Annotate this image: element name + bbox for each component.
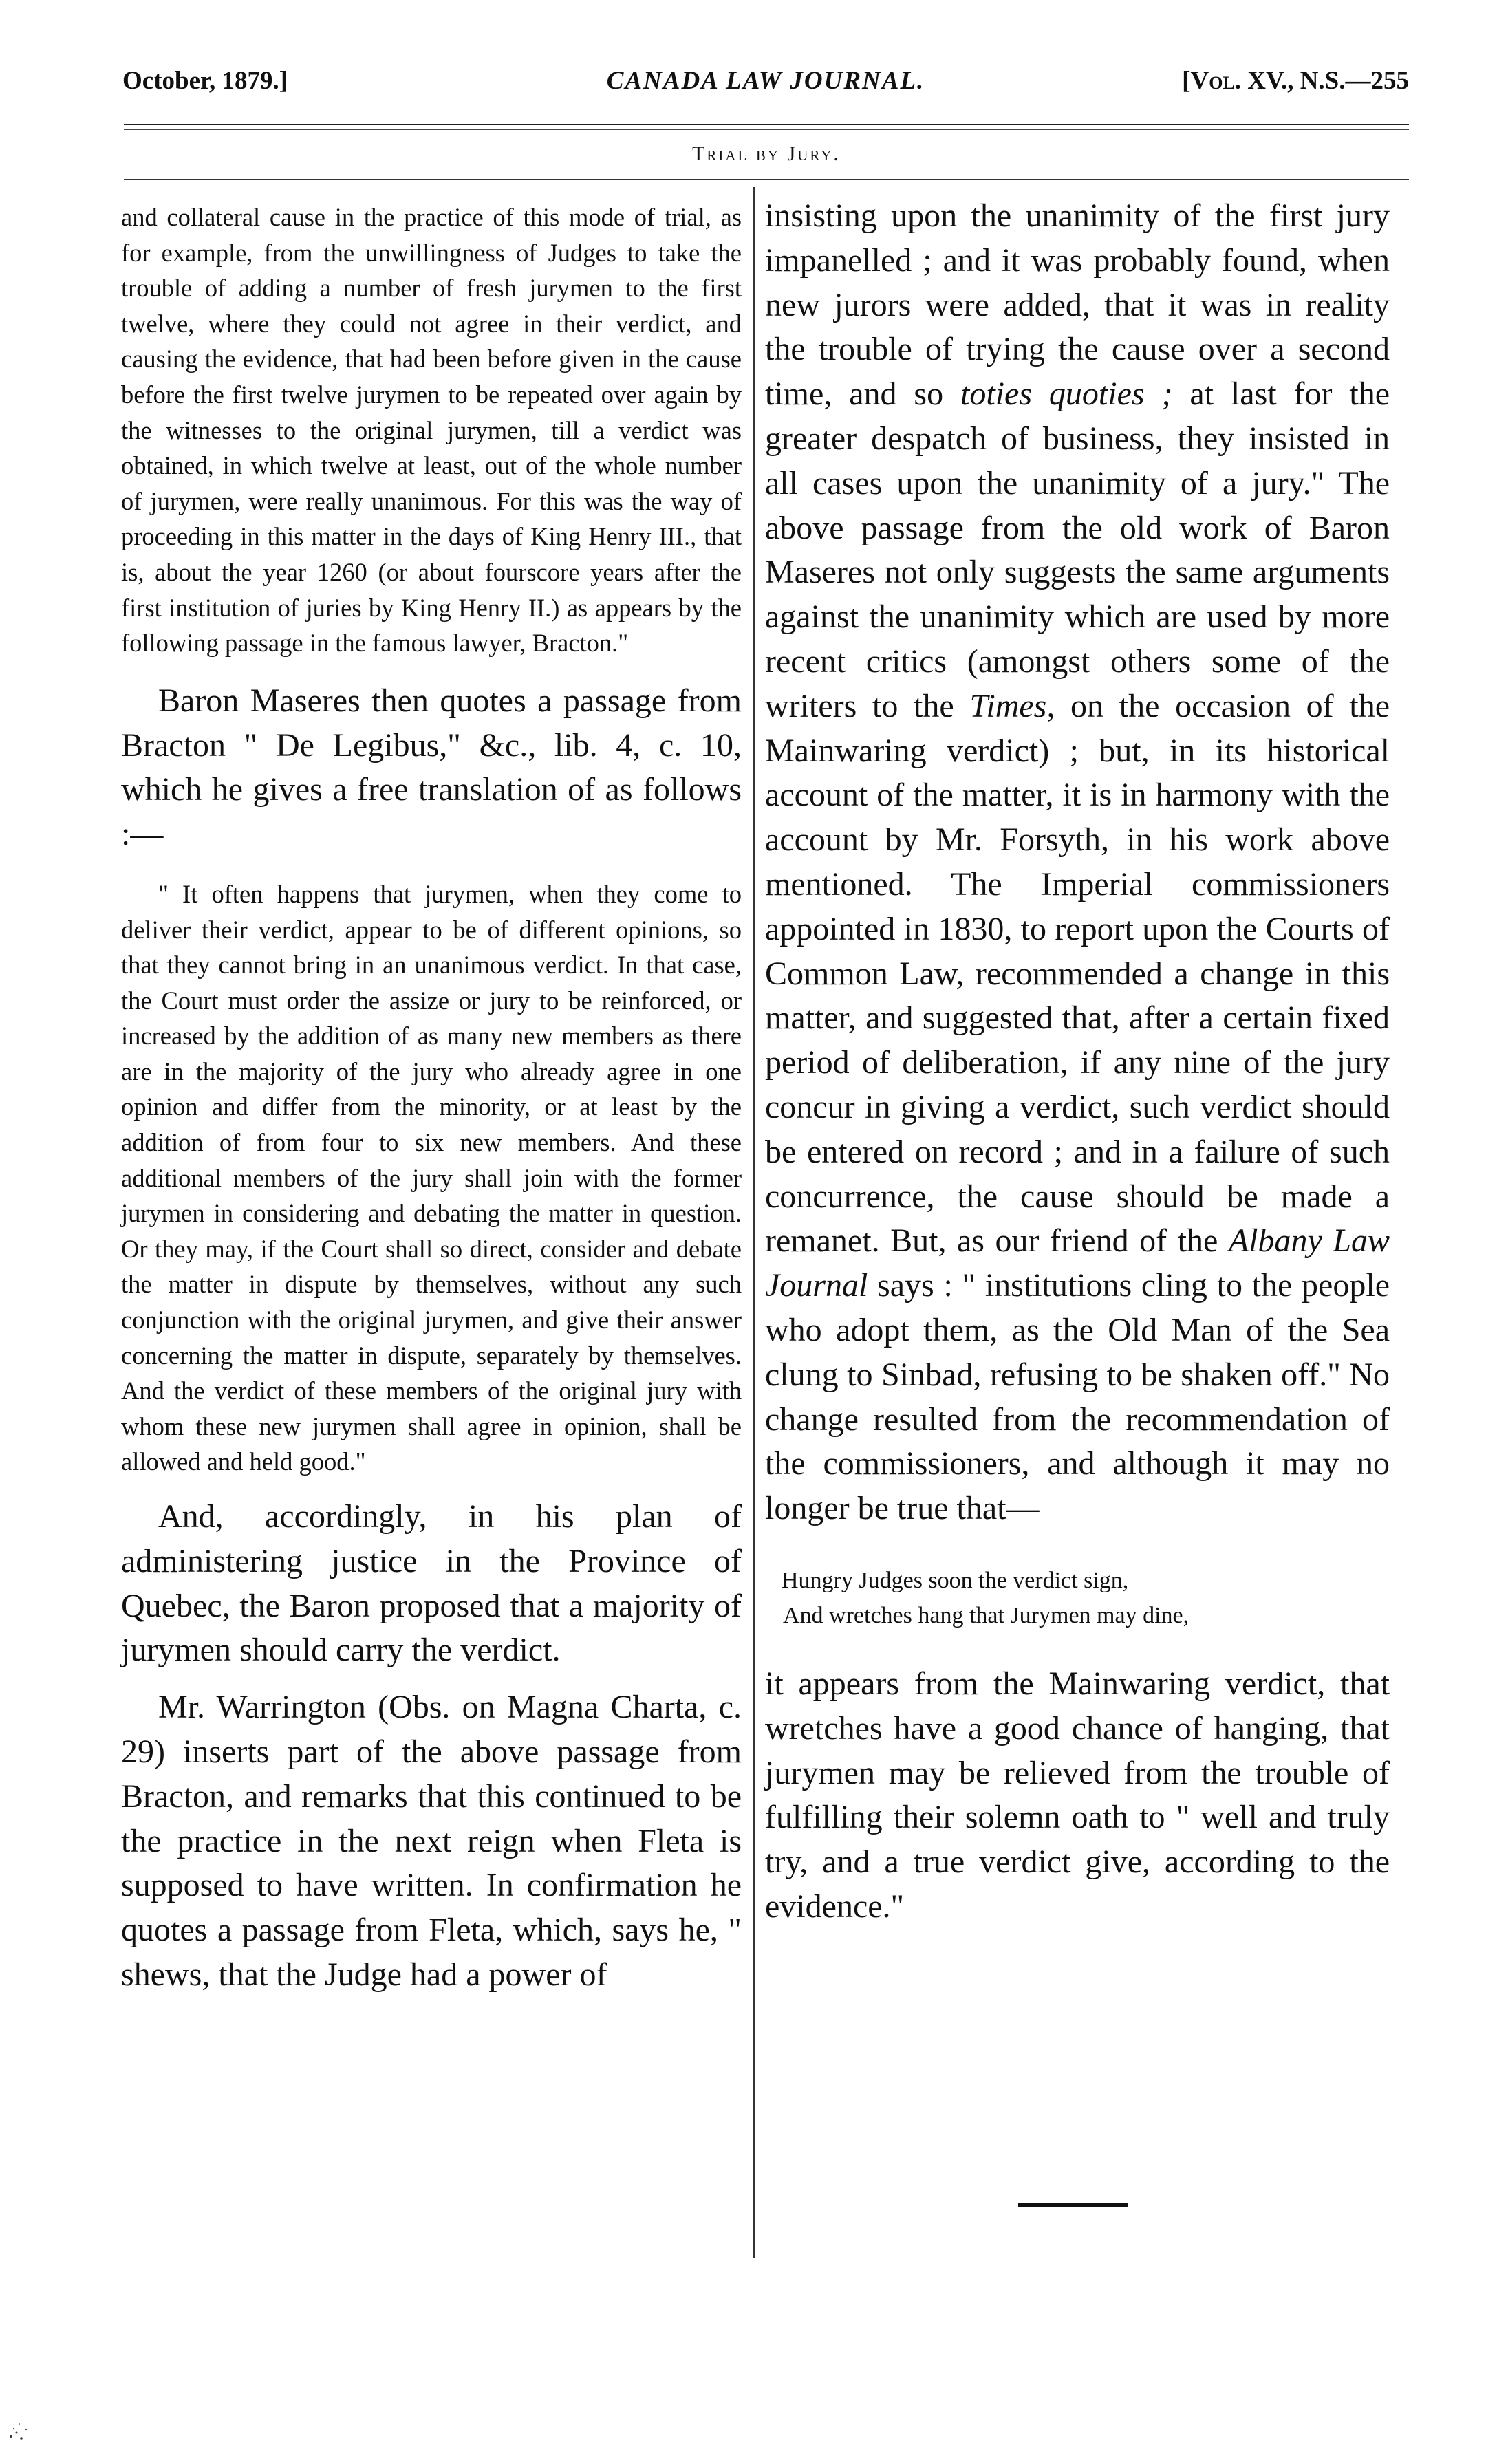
right-paragraph-unanimity [765,194,1390,1531]
left-paragraph-warrington: Mr. Warrington (Obs. on Magna Charta, c. 29) inserts part of the above passage from Bracton, and remarks that this continued to be the practice in the next reign when Fleta is supposed to have written. In confirmation he quotes a passage from Fleta, which, says he, " shews, that the Judge had a power of [121,1689,742,1993]
header-rule-bottom [124,129,1409,130]
right-column [765,194,1390,1930]
right-text-segment-a: insisting upon the unanimity of the first jury impanelled ; and it was probably found, when new jurors were added, that it was in reality the trouble of trying the cause over a second time, and so [765,197,1390,413]
right-italic-times: Times, [969,687,1055,724]
right-italic-toties-quoties: toties quoties ; [960,376,1173,413]
header-date: October, 1879.] [122,67,288,95]
verse-quotation [782,1563,1390,1633]
page-speck-mark [4,2416,34,2443]
header-volume-page: [Vol. XV., N.S.—255 [1182,67,1409,95]
right-paragraph-mainwaring: it appears from the Mainwaring verdict, that wretches have a good chance of hanging, that jurymen may be relieved from the trouble of fulfilling their solemn oath to " well and truly try, and a true verdict give, according to the evidence." [765,1665,1390,1925]
header-journal-title: CANADA LAW JOURNAL. [606,67,925,95]
verse-line-1: Hungry Judges soon the verdict sign, [782,1567,1129,1593]
left-column [121,199,742,1998]
bracton-quotation: " It often happens that jurymen, when they come to deliver their verdict, appear to be of different opinions, so that they cannot bring in an unanimous verdict. In that case, the Court must order the assize or jury to be reinforced, or increased by the addition of as many new members as there are in the majority of the jury who already agree in one opinion and differ from the minority, or at least by the addition of from four to six new members. And these additional members of the jury shall join with the former jurymen in considering and debating the matter in question. Or they may, if the Court shall so direct, consider and debate the matter in dispute by themselves, without any such conjunction with the original jurymen, and give their answer concerning the matter in dispute, separately by themselves. And the verdict of these members of the original jury with whom these new jurymen shall agree in opinion, shall be allowed and held good." [121,879,742,1476]
column-divider [753,187,755,2258]
running-title: Trial by Jury. [692,142,841,165]
page-header [122,66,1409,107]
left-paragraph-continued-quote: and collateral cause in the practice of this mode of trial, as for example, from the unwillingness of Judges to take the trouble of adding a number of fresh jurymen to the first twelve, where they could not agree in their verdict, and causing the evidence, that had been before given in the cause before the first twelve jurymen to be repeated over again by the witnesses to the original jurymen, till a verdict was obtained, in which twelve at least, out of the whole number of jurymen, were really unanimous. For this was the way of proceeding in this matter in the days of King Henry III., that is, about the year 1260 (or about fourscore years after the first institution of juries by King Henry II.) as appears by the following passage in the famous lawyer, Bracton." [121,203,742,658]
right-text-segment-d: says : " institutions cling to the people who adopt them, as the Old Man of the Sea clung to Sinbad, refusing to be shaken off." No change resulted from the recommendation of the commissioners, and although it may no longer be true that— [765,1267,1390,1527]
right-italic-albany-law-journal: Albany Law Journal [765,1222,1390,1304]
article-end-rule [1018,2203,1128,2207]
right-text-segment-c: on the occasion of the Mainwaring verdict) ; but, in its historical account of the matter, it is in harmony with the account by Mr. Forsyth, in his work above mentioned. The Imperial commissioners appointed in 1830, to report upon the Courts of Common Law, recommended a change in this matter, and suggested that, after a certain fixed period of deliberation, if any nine of the jury concur in giving a verdict, such verdict should be entered on record ; and in a failure of such concurrence, the cause should be made a remanet. But, as our friend of the [765,687,1390,1260]
right-text-segment-b: at last for the greater despatch of business, they insisted in all cases upon the unanimity of a jury." The above passage from the old work of Baron Maseres not only suggests the same arguments against the unanimity which are used by more recent critics (amongst others some of the writers to the [765,376,1390,724]
verse-line-2: And wretches hang that Jurymen may dine, [783,1602,1189,1628]
left-paragraph-quebec: And, accordingly, in his plan of administering justice in the Province of Quebec, the Baron proposed that a majority of jurymen should carry the verdict. [121,1498,742,1669]
header-rule-top [124,124,1409,125]
running-title-rule [124,179,1409,180]
left-paragraph-maseres-bracton: Baron Maseres then quotes a passage from Bracton " De Legibus," &c., lib. 4, c. 10, which he gives a free translation of as follows :— [121,682,742,853]
